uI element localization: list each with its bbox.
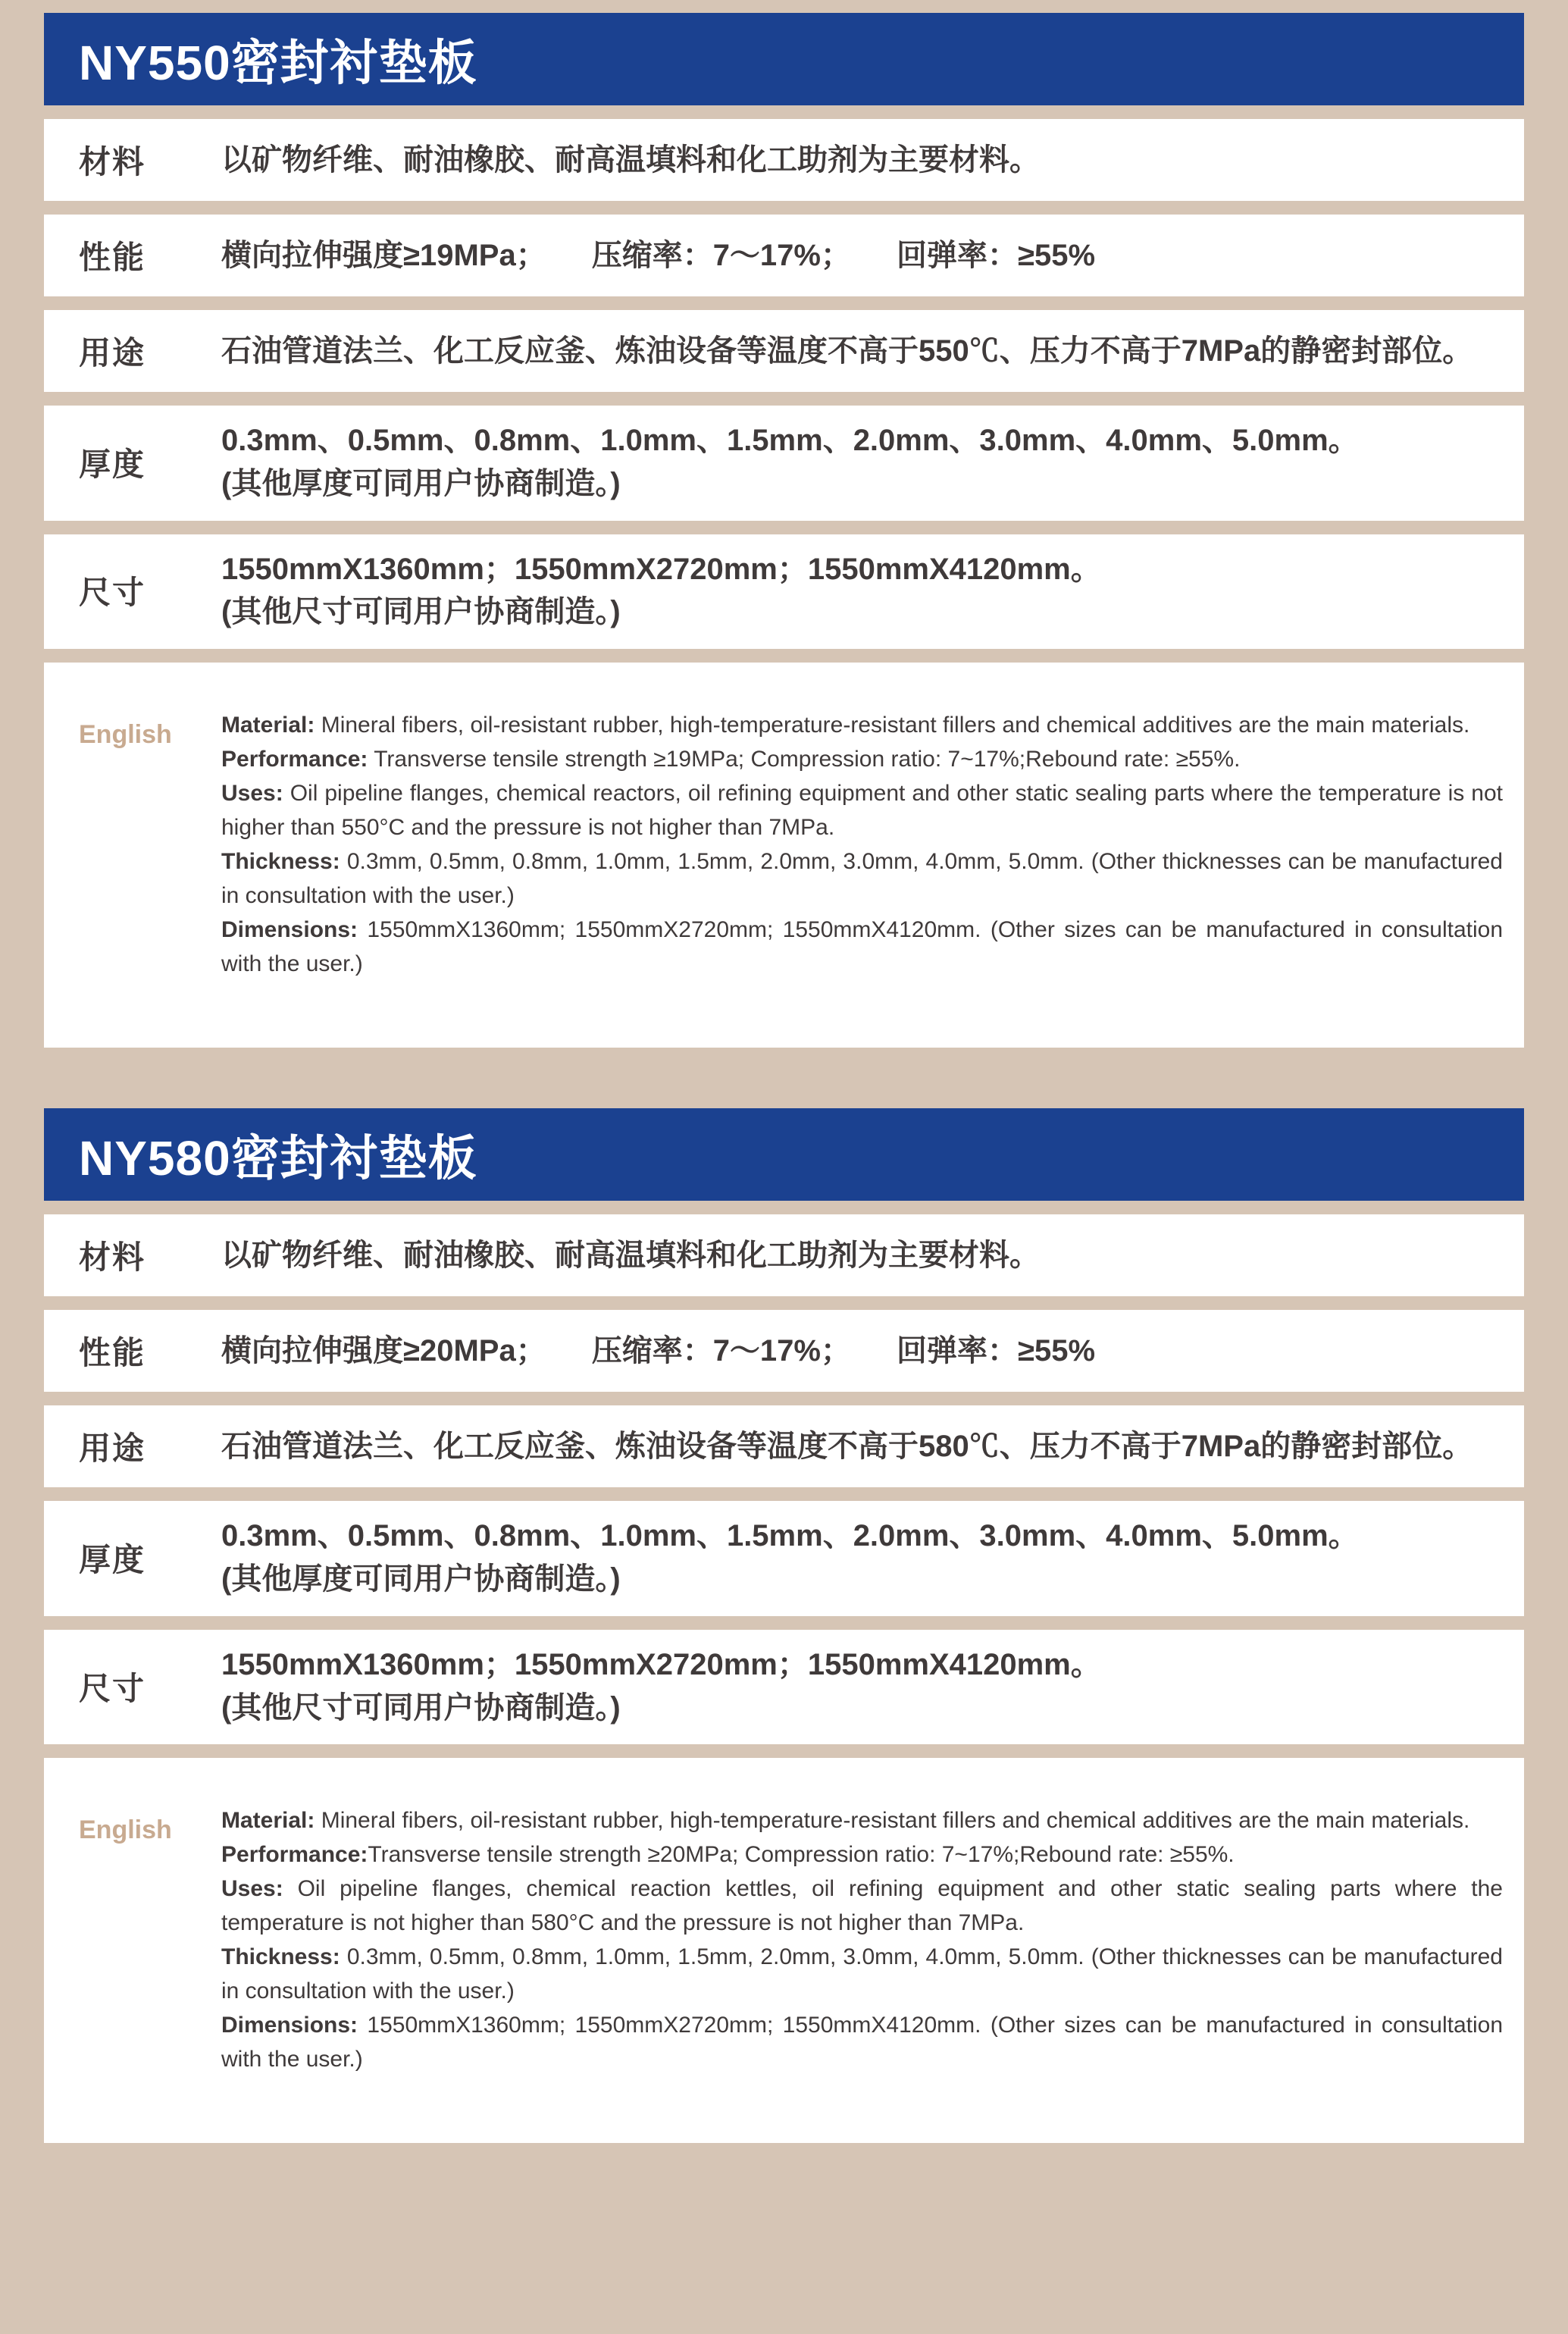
row-content-dimensions <box>221 1643 1489 1730</box>
english-content <box>221 708 1503 981</box>
english-paragraph-performance: Performance: Transverse tensile strength ≥19MPa; Compression ratio: 7~17%;Rebound rate: ≥55%. <box>221 747 1241 772</box>
row-content-performance: 横向拉伸强度≥20MPa； 压缩率：7～17%； 回弹率：≥55% <box>221 1334 1096 1368</box>
english-block <box>44 663 1524 1048</box>
row-label-material: 材料 <box>79 1239 146 1276</box>
spec-row-thickness <box>44 406 1524 521</box>
row-label-performance: 性能 <box>79 1335 146 1371</box>
section-header <box>44 13 1524 105</box>
english-paragraph-thickness: Thickness: 0.3mm, 0.5mm, 0.8mm, 1.0mm, 1.5mm, 2.0mm, 3.0mm, 4.0mm, 5.0mm. (Other thicknesses can be manufactured in consultation with the user.) <box>221 849 1503 909</box>
english-paragraph-performance: Performance:Transverse tensile strength ≥20MPa; Compression ratio: 7~17%;Rebound rate: ≥55%. <box>221 1842 1235 1868</box>
row-label-uses: 用途 <box>79 335 146 371</box>
row-content-uses: 石油管道法兰、化工反应釜、炼油设备等温度不高于580℃、压力不高于7MPa的静密封部位。 <box>221 1430 1473 1464</box>
spec-row-uses <box>44 310 1524 392</box>
thickness-values-line: 0.3mm、0.5mm、0.8mm、1.0mm、1.5mm、2.0mm、3.0mm、4.0mm、5.0mm。 <box>221 424 1359 457</box>
english-paragraph-material: Material: Mineral fibers, oil-resistant rubber, high-temperature-resistant fillers and chemical additives are the main materials. <box>221 713 1470 738</box>
row-content-material: 以矿物纤维、耐油橡胶、耐高温填料和化工助剂为主要材料。 <box>221 1239 1040 1273</box>
spec-row-thickness <box>44 1501 1524 1616</box>
english-paragraph-material: Material: Mineral fibers, oil-resistant rubber, high-temperature-resistant fillers and chemical additives are the main materials. <box>221 1808 1470 1834</box>
spec-row-material <box>44 119 1524 201</box>
spec-row-performance <box>44 215 1524 296</box>
row-content-material: 以矿物纤维、耐油橡胶、耐高温填料和化工助剂为主要材料。 <box>221 143 1040 177</box>
row-label-dimensions: 尺寸 <box>79 575 146 611</box>
row-content-thickness <box>221 419 1489 506</box>
dimensions-note-line: (其他尺寸可同用户协商制造。) <box>221 595 621 629</box>
english-paragraph-dimensions: Dimensions: 1550mmX1360mm; 1550mmX2720mm; 1550mmX4120mm. (Other sizes can be manufactured in consultation with the user.) <box>221 917 1503 977</box>
thickness-values-line: 0.3mm、0.5mm、0.8mm、1.0mm、1.5mm、2.0mm、3.0mm、4.0mm、5.0mm。 <box>221 1519 1359 1553</box>
section-title: NY580密封衬垫板 <box>79 1131 477 1186</box>
row-content-performance: 横向拉伸强度≥19MPa； 压缩率：7～17%； 回弹率：≥55% <box>221 239 1096 272</box>
dimensions-values-line: 1550mmX1360mm；1550mmX2720mm；1550mmX4120mm。 <box>221 1647 1101 1681</box>
spec-row-dimensions <box>44 1630 1524 1745</box>
section-ny550 <box>44 13 1524 1048</box>
dimensions-note-line: (其他尺寸可同用户协商制造。) <box>221 1690 621 1725</box>
row-content-dimensions <box>221 548 1489 634</box>
english-block <box>44 1758 1524 2143</box>
english-content <box>221 1803 1503 2076</box>
row-label-thickness: 厚度 <box>79 446 146 482</box>
dimensions-values-line: 1550mmX1360mm；1550mmX2720mm；1550mmX4120mm。 <box>221 552 1101 586</box>
thickness-note-line: (其他厚度可同用户协商制造。) <box>221 1562 621 1596</box>
section-ny580 <box>44 1108 1524 2143</box>
spec-row-material <box>44 1214 1524 1296</box>
row-label-dimensions: 尺寸 <box>79 1670 146 1706</box>
english-label: English <box>79 720 172 750</box>
thickness-note-line: (其他厚度可同用户协商制造。) <box>221 466 621 500</box>
row-content-thickness <box>221 1515 1489 1601</box>
english-paragraph-uses: Uses: Oil pipeline flanges, chemical reactors, oil refining equipment and other static sealing parts where the temperature is not higher than 550°C and the pressure is not higher than 7MPa. <box>221 781 1503 841</box>
row-label-uses: 用途 <box>79 1430 146 1467</box>
spec-row-dimensions <box>44 534 1524 650</box>
row-content-uses: 石油管道法兰、化工反应釜、炼油设备等温度不高于550℃、压力不高于7MPa的静密封部位。 <box>221 334 1473 368</box>
english-label: English <box>79 1816 172 1845</box>
row-label-material: 材料 <box>79 144 146 180</box>
english-paragraph-dimensions: Dimensions: 1550mmX1360mm; 1550mmX2720mm; 1550mmX4120mm. (Other sizes can be manufactured in consultation with the user.) <box>221 2013 1503 2072</box>
spec-row-uses <box>44 1405 1524 1487</box>
spec-row-performance <box>44 1310 1524 1392</box>
english-paragraph-uses: Uses: Oil pipeline flanges, chemical reaction kettles, oil refining equipment and other static sealing parts where the temperature is not higher than 580°C and the pressure is not higher than 7MPa. <box>221 1876 1503 1936</box>
row-label-thickness: 厚度 <box>79 1541 146 1577</box>
english-paragraph-thickness: Thickness: 0.3mm, 0.5mm, 0.8mm, 1.0mm, 1.5mm, 2.0mm, 3.0mm, 4.0mm, 5.0mm. (Other thicknesses can be manufactured in consultation with the user.) <box>221 1944 1503 2004</box>
section-header <box>44 1108 1524 1201</box>
section-title: NY550密封衬垫板 <box>79 36 477 90</box>
row-label-performance: 性能 <box>79 240 146 275</box>
